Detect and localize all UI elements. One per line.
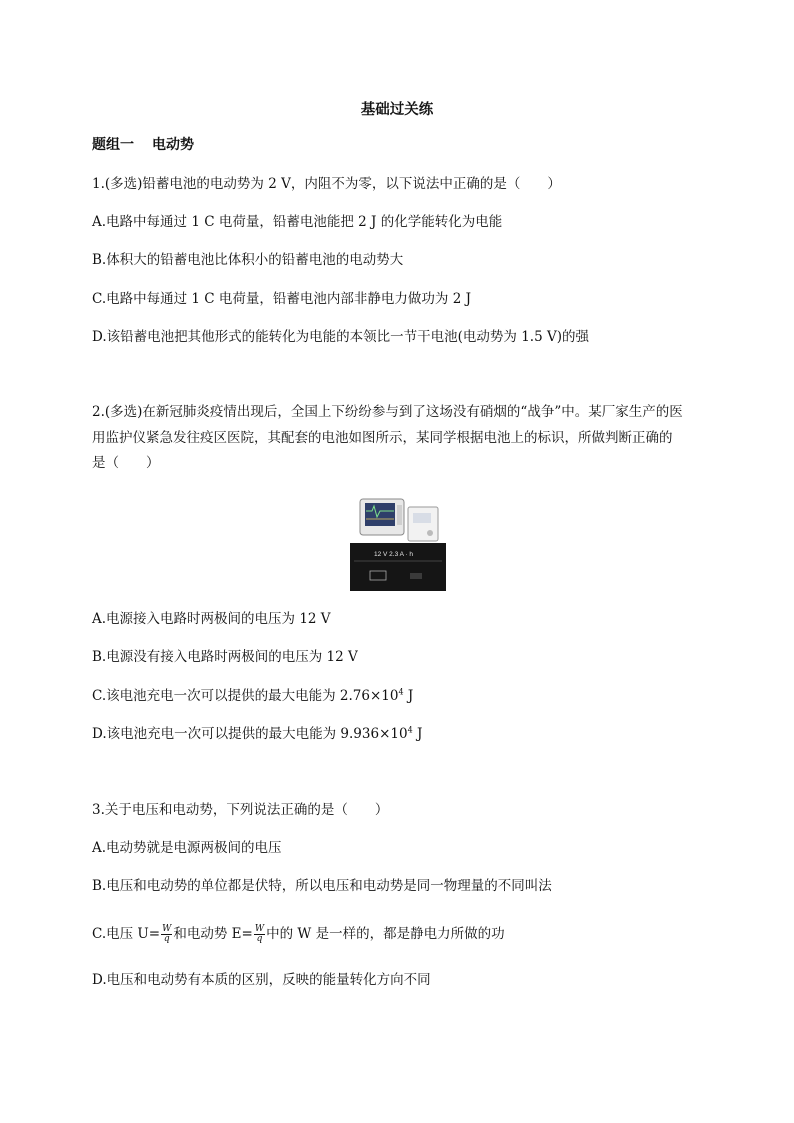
q2-option-c: C.该电池充电一次可以提供的最大电能为 $2.76\times 10^4$ J (92, 687, 414, 704)
q1-option-d: D.该铅蓄电池把其他形式的能转化为电能的本领比一节干电池(电动势为 1.5 V)的强 (92, 329, 589, 345)
section-label: 题组一 (92, 137, 134, 153)
q1-stem: 1.(多选)铅蓄电池的电动势为 2 V，内阻不为零，以下说法中正确的是（ ） (92, 176, 561, 192)
section-heading (92, 135, 194, 155)
battery-label: 12 V 2.3 A · h (374, 551, 414, 558)
q2-stem-line-1: 2.(多选)在新冠肺炎疫情出现后，全国上下纷纷参与到了这场没有硝烟的“战争”中。某厂家生产的医 (92, 404, 683, 420)
q1-option-a: A.电路中每通过 1 C 电荷量，铅蓄电池能把 2 J 的化学能转化为电能 (92, 214, 503, 230)
fraction-w-over-q: $\frac{W}{q}$ (254, 924, 265, 944)
q3-stem: 3.关于电压和电动势，下列说法正确的是（ ） (92, 802, 389, 818)
page-title: 基础过关练 (360, 101, 434, 118)
q2-stem-line-3: 是（ ） (92, 455, 160, 471)
q3-option-a: A.电动势就是电源两极间的电压 (92, 840, 282, 856)
q2-option-a: A.电源接入电路时两极间的电压为 12 V (92, 611, 331, 627)
q2-option-b: B.电源没有接入电路时两极间的电压为 12 V (92, 649, 358, 665)
fraction-w-over-q: $\frac{W}{q}$ (162, 924, 172, 944)
q3-option-d: D.电压和电动势有本质的区别，反映的能量转化方向不同 (92, 972, 431, 988)
q3-option-c: C.电压 U= $\frac{W}{q}$ 和电动势 E= $\frac{W}{q}$ 中的 W 是一样的，都是静电力所做的功 (92, 924, 505, 944)
q2-stem-line-2: 用监护仪紧急发往疫区医院，其配套的电池如图所示，某同学根据电池上的标识，所做判断正确的 (92, 430, 673, 446)
q2-option-d: D.该电池充电一次可以提供的最大电能为 $9.936\times 10^4$ J (92, 725, 423, 742)
q1-option-c: C.电路中每通过 1 C 电荷量，铅蓄电池内部非静电力做功为 2 J (92, 291, 472, 307)
section-name: 电动势 (152, 137, 194, 153)
monitor-battery-figure (350, 493, 446, 591)
q3-option-b: B.电压和电动势的单位都是伏特，所以电压和电动势是同一物理量的不同叫法 (92, 878, 552, 894)
q1-option-b: B.体积大的铅蓄电池比体积小的铅蓄电池的电动势大 (92, 252, 404, 268)
